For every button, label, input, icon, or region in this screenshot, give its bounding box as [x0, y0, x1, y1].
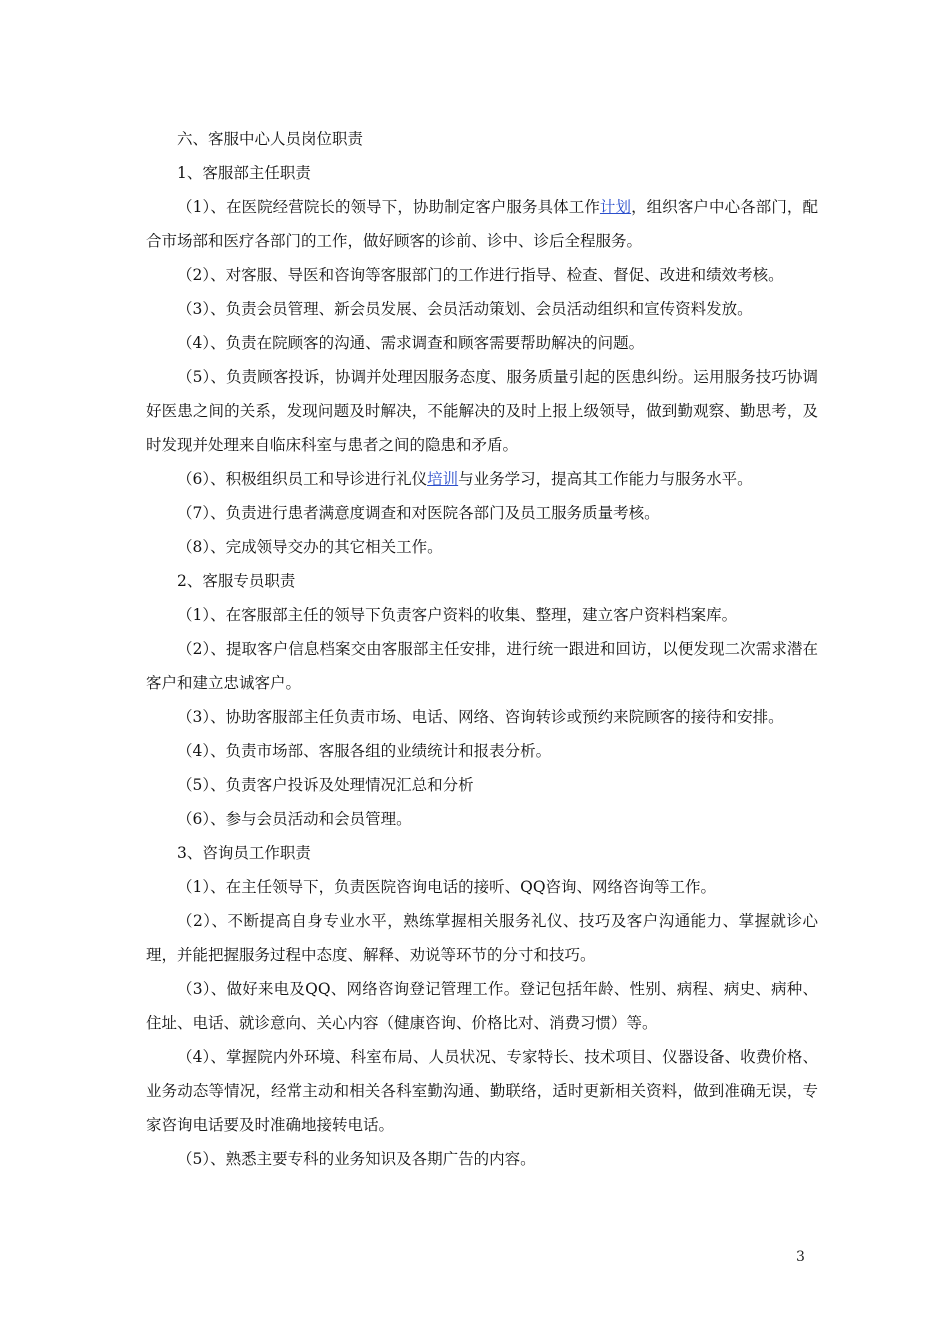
document-body	[146, 122, 818, 1176]
paragraph-text: （3）、负责会员管理、新会员发展、会员活动策划、会员活动组织和宣传资料发放。	[177, 300, 753, 318]
paragraph	[146, 530, 818, 564]
inline-link[interactable]: 培训	[427, 470, 459, 488]
paragraph	[146, 360, 818, 462]
paragraph-text: （7）、负责进行患者满意度调查和对医院各部门及员工服务质量考核。	[177, 504, 660, 522]
paragraph	[146, 122, 818, 156]
paragraph	[146, 700, 818, 734]
paragraph	[146, 870, 818, 904]
paragraph-text: （3）、做好来电及QQ、网络咨询登记管理工作。登记包括年龄、性别、病程、病史、病种、住址、电话、就诊意向、关心内容（健康咨询、价格比对、消费习惯）等。	[146, 980, 818, 1032]
paragraph-text: 3、咨询员工作职责	[177, 844, 311, 862]
paragraph-text: （8）、完成领导交办的其它相关工作。	[177, 538, 443, 556]
paragraph-text: 与业务学习，提高其工作能力与服务水平。	[458, 470, 753, 488]
paragraph	[146, 802, 818, 836]
paragraph-text: （4）、掌握院内外环境、科室布局、人员状况、专家特长、技术项目、仪器设备、收费价格、业务动态等情况，经常主动和相关各科室勤沟通、勤联络，适时更新相关资料，做到准确无误，专家咨询电话要及时准确地接转电话。	[146, 1048, 818, 1134]
paragraph-text: （4）、负责在院顾客的沟通、需求调查和顾客需要帮助解决的问题。	[177, 334, 645, 352]
paragraph	[146, 564, 818, 598]
paragraph-text: （2）、提取客户信息档案交由客服部主任安排，进行统一跟进和回访，以便发现二次需求潜在客户和建立忠诚客户。	[146, 640, 818, 692]
paragraph-text: （2）、对客服、导医和咨询等客服部门的工作进行指导、检查、督促、改进和绩效考核。	[177, 266, 784, 284]
paragraph	[146, 1040, 818, 1142]
paragraph-text: （1）、在医院经营院长的领导下，协助制定客户服务具体工作	[177, 198, 600, 216]
paragraph-text: ，组织客户中心各部门，配合市场部和医疗各部门的工作，做好顾客的诊前、诊中、诊后全程服务。	[146, 198, 818, 250]
paragraph-text: （4）、负责市场部、客服各组的业绩统计和报表分析。	[177, 742, 552, 760]
paragraph	[146, 156, 818, 190]
paragraph-text: （6）、积极组织员工和导诊进行礼仪	[177, 470, 428, 488]
paragraph	[146, 462, 818, 496]
paragraph-text: （5）、负责顾客投诉，协调并处理因服务态度、服务质量引起的医患纠纷。运用服务技巧协调好医患之间的关系，发现问题及时解决，不能解决的及时上报上级领导，做到勤观察、勤思考，及时发现并处理来自临床科室与患者之间的隐患和矛盾。	[146, 368, 818, 454]
paragraph-text: （2）、不断提高自身专业水平，熟练掌握相关服务礼仪、技巧及客户沟通能力、掌握就诊心理，并能把握服务过程中态度、解释、劝说等环节的分寸和技巧。	[146, 912, 818, 964]
paragraph	[146, 768, 818, 802]
paragraph	[146, 632, 818, 700]
paragraph	[146, 496, 818, 530]
paragraph-text: 1、客服部主任职责	[177, 164, 311, 182]
paragraph	[146, 904, 818, 972]
paragraph	[146, 836, 818, 870]
paragraph	[146, 258, 818, 292]
paragraph-text: 2、客服专员职责	[177, 572, 296, 590]
paragraph-text: （5）、负责客户投诉及处理情况汇总和分析	[177, 776, 474, 794]
paragraph	[146, 734, 818, 768]
paragraph	[146, 598, 818, 632]
paragraph-text: （1）、在客服部主任的领导下负责客户资料的收集、整理，建立客户资料档案库。	[177, 606, 738, 624]
paragraph-text: （1）、在主任领导下，负责医院咨询电话的接听、QQ咨询、网络咨询等工作。	[177, 878, 717, 896]
paragraph-text: （5）、熟悉主要专科的业务知识及各期广告的内容。	[177, 1150, 536, 1168]
paragraph-text: （6）、参与会员活动和会员管理。	[177, 810, 412, 828]
paragraph	[146, 972, 818, 1040]
page-number: 3	[796, 1249, 805, 1265]
paragraph	[146, 326, 818, 360]
paragraph	[146, 292, 818, 326]
inline-link[interactable]: 计划	[599, 198, 632, 216]
paragraph-text: 六、客服中心人员岗位职责	[177, 130, 364, 148]
paragraph	[146, 190, 818, 258]
paragraph-text: （3）、协助客服部主任负责市场、电话、网络、咨询转诊或预约来院顾客的接待和安排。	[177, 708, 784, 726]
paragraph	[146, 1142, 818, 1176]
